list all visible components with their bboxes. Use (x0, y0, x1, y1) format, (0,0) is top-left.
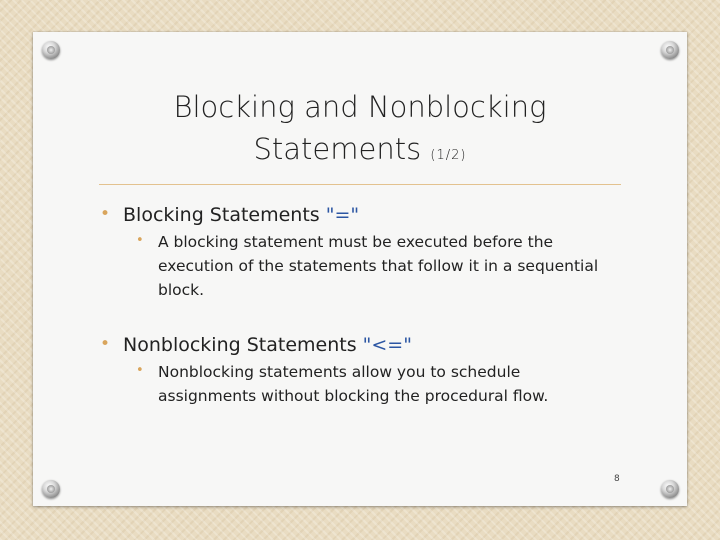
page-number: 8 (614, 474, 620, 484)
slide-title (110, 86, 610, 177)
operator-blocking: "=" (325, 204, 360, 226)
sub-bullet-text: Nonblocking statements allow you to schedule assignments without blocking the procedural flow. (158, 363, 549, 405)
push-pin-icon (42, 480, 60, 498)
push-pin-icon (661, 480, 679, 498)
slide-title-line-1: Blocking and Nonblocking (173, 90, 547, 124)
bullet-icon: • (136, 363, 144, 378)
sub-bullet-blocking (136, 230, 606, 302)
bullet-nonblocking-statements (100, 332, 412, 358)
bullet-blocking-statements (100, 202, 359, 228)
push-pin-icon (42, 41, 60, 59)
slide-title-line-2 (110, 128, 610, 177)
bullet-text (100, 202, 359, 228)
bullet-label: Nonblocking Statements (123, 334, 363, 356)
bullet-icon: • (100, 204, 111, 224)
sub-bullet-text: A blocking statement must be executed before the execution of the statements that follow it in a sequential block. (158, 233, 599, 299)
push-pin-icon (661, 41, 679, 59)
title-divider (99, 184, 621, 185)
bullet-icon: • (136, 233, 144, 248)
bullet-icon: • (100, 334, 111, 354)
bullet-label: Blocking Statements (123, 204, 326, 226)
sub-bullet-nonblocking (136, 360, 606, 408)
operator-nonblocking: "<=" (362, 334, 412, 356)
bullet-text (100, 332, 412, 358)
slide-title-statements: Statements (253, 132, 422, 166)
slide-title-part: (1/2) (430, 148, 467, 163)
